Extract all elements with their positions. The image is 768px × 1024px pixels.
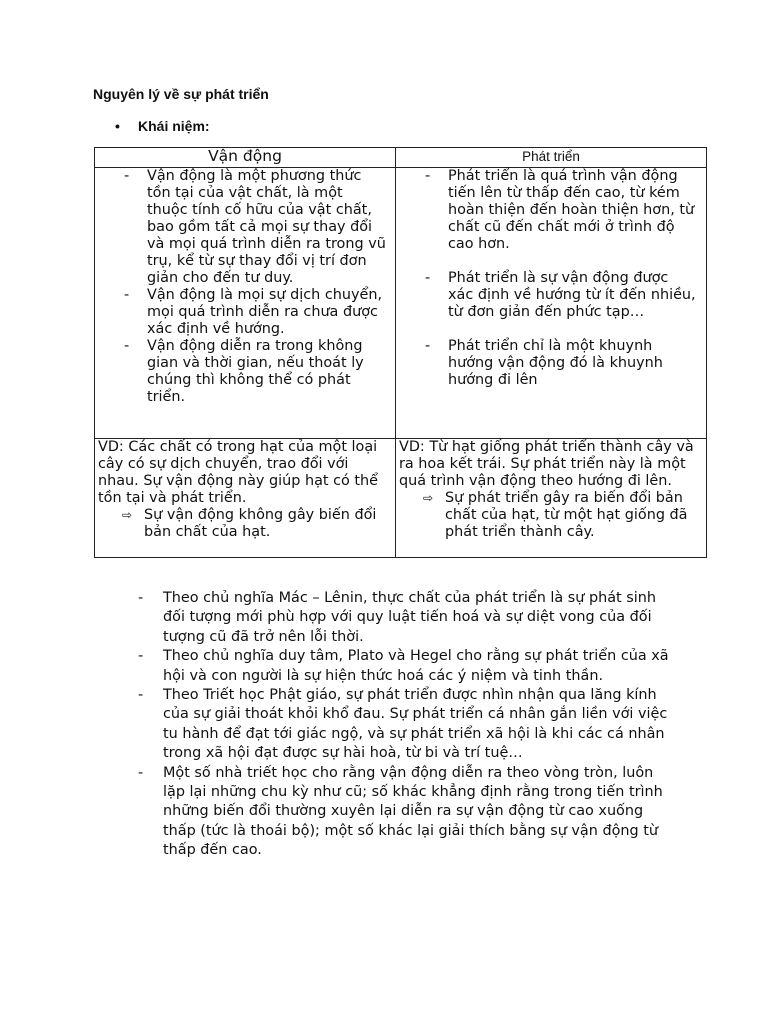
arrow-right-icon: ⇨ xyxy=(122,508,133,522)
list-item-text: Theo chủ nghĩa Mác – Lênin, thực chất của phát triển là sự phát sinh đối tượng mới phù hợp với quy luật tiến hoá và sự diệt vong của đối tượng cũ đã trở nên lỗi thời. xyxy=(163,590,657,645)
arrow-right-icon: ⇨ xyxy=(423,491,434,505)
list-item xyxy=(138,647,678,686)
dash-marker: - xyxy=(124,168,130,184)
list-item-text: Theo chủ nghĩa duy tâm, Plato và Hegel cho rằng sự phát triển của xã hội và con người là sự hiện thức hoá các ý niệm và tinh thần. xyxy=(163,648,669,684)
conclusion-line xyxy=(98,507,392,541)
list-item-text: Theo Triết học Phật giáo, sự phát triển được nhìn nhận qua lăng kính của sự giải thoát khỏi khổ đau. Sự phát triển cá nhân gắn liền với việc tu hành để đạt tới giác ngộ, và sự phát triển xã hội là khi các cá nhân trong xã hội đạt được sự hài hoà, từ bi và trí tuệ… xyxy=(163,687,668,762)
dash-marker: - xyxy=(138,648,144,665)
van-dong-list xyxy=(98,168,392,406)
list-item-text: Vận động là mọi sự dịch chuyển, mọi quá trình diễn ra chưa được xác định về hướng. xyxy=(147,287,383,337)
dash-marker: - xyxy=(138,590,144,606)
conclusion-line xyxy=(399,490,703,541)
comparison-table xyxy=(94,147,707,558)
van-dong-example-cell xyxy=(95,439,396,558)
table-row xyxy=(95,439,707,558)
dash-marker: - xyxy=(425,270,431,286)
list-item-text: Vận động là một phương thức tồn tại của vật chất, là một thuộc tính cố hữu của vật chất, bao gồm tất cả mọi sự thay đổi và mọi quá trình diễn ra trong vũ trụ, kể từ sự thay đổi vị trí đơn giản cho đến tư duy. xyxy=(147,168,386,286)
dash-marker: - xyxy=(124,338,130,354)
list-item-text: Một số nhà triết học cho rằng vận động diễn ra theo vòng tròn, luôn lặp lại những chu kỳ như cũ; số khác khẳng định rằng trong tiến trình những biến đổi thường xuyên lại diễn ra sự vận động từ cao xuống thấp (tức là thoái bộ); một số khác lại giải thích bằng sự vận động từ thấp đến cao. xyxy=(163,764,663,859)
list-item xyxy=(138,764,678,861)
list-item-text: Vận động diễn ra trong không gian và thời gian, nếu thoát ly chúng thì không thể có phát triển. xyxy=(147,338,364,405)
list-item-text: Phát triển chỉ là một khuynh hướng vận động đó là khuynh hướng đi lên xyxy=(448,338,663,388)
notes-list xyxy=(138,589,678,861)
list-item xyxy=(98,168,392,287)
bullet-icon: • xyxy=(115,118,120,134)
conclusion-text: Sự vận động không gây biến đổi bản chất của hạt. xyxy=(144,507,377,540)
table-row xyxy=(95,168,707,439)
dash-marker: - xyxy=(138,764,144,781)
dash-marker: - xyxy=(124,287,130,303)
phat-trien-list xyxy=(399,168,703,389)
example-text: VD: Các chất có trong hạt của một loại cây có sự dịch chuyển, trao đổi với nhau. Sự vận động này giúp hạt có thể tồn tại và phát triển. xyxy=(98,439,379,506)
list-item-text: Phát triển là quá trình vận động tiến lên từ thấp đến cao, từ kém hoàn thiện đến hoàn thiện hơn, từ chất cũ đến chất mới ở trình độ cao hơn. xyxy=(448,168,695,252)
list-item xyxy=(138,589,678,647)
list-item xyxy=(399,270,703,321)
phat-trien-example-cell xyxy=(396,439,707,558)
phat-trien-definition-cell xyxy=(396,168,707,439)
list-item xyxy=(98,338,392,406)
dash-marker: - xyxy=(425,338,431,354)
dash-marker: - xyxy=(425,168,431,184)
concept-label: Khái niệm: xyxy=(138,118,210,134)
list-item xyxy=(138,686,678,764)
header-van-dong: Vận động xyxy=(95,148,396,168)
table-header-row xyxy=(95,148,707,168)
list-item-text: Phát triển là sự vận động được xác định về hướng từ ít đến nhiều, từ đơn giản đến phức tạp… xyxy=(448,270,696,320)
example-text: VD: Từ hạt giống phát triển thành cây và ra hoa kết trái. Sự phát triển này là một quá trình vận động theo hướng đi lên. xyxy=(399,439,694,489)
list-item xyxy=(399,338,703,389)
van-dong-definition-cell xyxy=(95,168,396,439)
dash-marker: - xyxy=(138,687,144,704)
conclusion-text: Sự phát triển gây ra biến đổi bản chất của hạt, từ một hạt giống đã phát triển thành cây. xyxy=(445,490,688,540)
list-item xyxy=(98,287,392,338)
header-phat-trien: Phát triển xyxy=(396,148,707,168)
list-item xyxy=(399,168,703,253)
document-title: Nguyên lý về sự phát triển xyxy=(93,86,269,102)
